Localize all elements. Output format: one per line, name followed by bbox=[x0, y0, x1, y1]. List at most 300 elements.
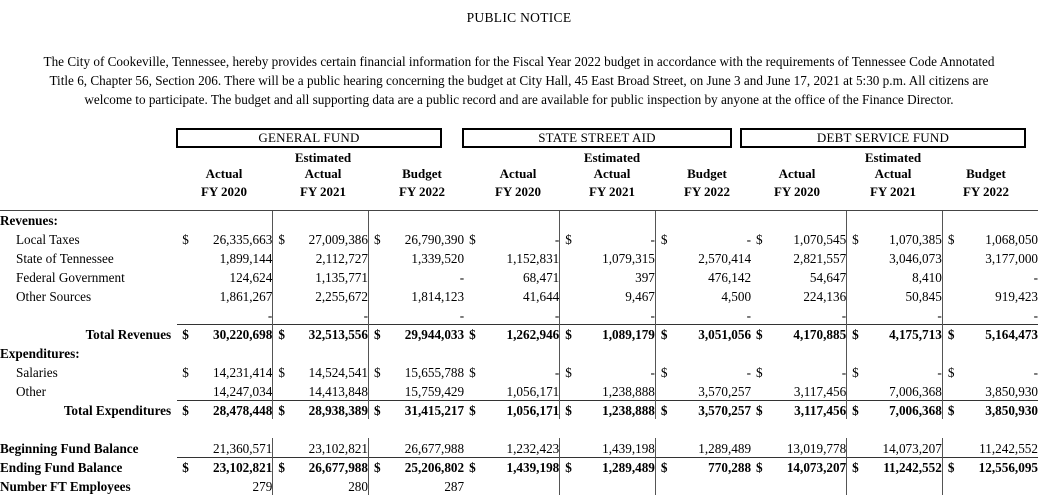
cell-blank-revenue-col2 bbox=[273, 305, 369, 324]
column-header-fy: FY 2021 bbox=[299, 184, 347, 199]
cell-value: 5,164,473 bbox=[985, 327, 1038, 342]
column-header-type: Actual bbox=[593, 166, 631, 181]
cell-value: - bbox=[554, 365, 560, 380]
column-header-ssa-actual-fy2020 bbox=[470, 150, 566, 202]
cell-state-of-tennessee-col6 bbox=[655, 248, 751, 267]
cell-empty-col5 bbox=[560, 343, 656, 362]
table-row-blank-revenue bbox=[0, 305, 1038, 324]
column-header-type: Budget bbox=[402, 166, 442, 181]
cell-value: 1,070,385 bbox=[889, 232, 942, 247]
cell-value: 9,467 bbox=[625, 289, 655, 304]
currency-symbol: $ bbox=[852, 232, 859, 247]
fund-header-bar bbox=[0, 128, 1038, 148]
column-header-dsf-actual-fy2020 bbox=[749, 150, 845, 202]
cell-state-of-tennessee-col9 bbox=[942, 248, 1038, 267]
cell-number-ft-employees-col5 bbox=[560, 476, 656, 495]
cell-value: 279 bbox=[252, 479, 273, 494]
column-header-gf-budget-fy2022 bbox=[374, 150, 470, 202]
cell-value: 1,056,171 bbox=[506, 383, 560, 399]
cell-value: 23,102,821 bbox=[308, 440, 368, 456]
cell-value: - bbox=[841, 365, 847, 380]
table-row-total-revenues bbox=[0, 324, 1038, 343]
cell-value: 14,073,207 bbox=[786, 460, 847, 475]
currency-symbol: $ bbox=[373, 460, 381, 475]
cell-value: - bbox=[650, 307, 655, 323]
cell-value: 3,850,930 bbox=[985, 383, 1038, 399]
column-header-type: Actual bbox=[304, 166, 342, 181]
cell-blank-revenue-col1 bbox=[177, 305, 273, 324]
currency-symbol: $ bbox=[565, 232, 572, 247]
cell-value: 1,814,123 bbox=[411, 289, 465, 304]
currency-symbol: $ bbox=[660, 232, 668, 247]
cell-empty-col1 bbox=[177, 343, 273, 362]
cell-ending-fund-balance-col3 bbox=[368, 457, 464, 476]
cell-value: 3,051,056 bbox=[698, 327, 752, 342]
row-label-federal-government: Federal Government bbox=[16, 270, 125, 285]
cell-value: 26,790,390 bbox=[404, 232, 465, 247]
column-header-estimated-label: Estimated bbox=[583, 150, 641, 165]
cell-other-sources-col5 bbox=[560, 286, 656, 305]
cell-value: - bbox=[650, 232, 655, 247]
cell-value: 12,556,095 bbox=[978, 460, 1038, 475]
currency-symbol: $ bbox=[852, 460, 859, 475]
cell-value: 1,238,888 bbox=[602, 403, 655, 418]
cell-value: 14,073,207 bbox=[882, 440, 942, 456]
cell-value: 397 bbox=[635, 270, 655, 285]
cell-value: 30,220,698 bbox=[212, 327, 273, 342]
cell-empty-col2 bbox=[273, 343, 369, 362]
cell-value: - bbox=[459, 307, 465, 323]
page-title: PUBLIC NOTICE bbox=[466, 10, 572, 25]
currency-symbol: $ bbox=[660, 460, 668, 475]
cell-state-of-tennessee-col1 bbox=[177, 248, 273, 267]
cell-value: - bbox=[554, 307, 560, 323]
cell-total-expenditures-col4 bbox=[464, 400, 560, 419]
cell-value: - bbox=[459, 270, 465, 285]
cell-value: 1,899,144 bbox=[219, 251, 273, 266]
cell-value: 31,415,217 bbox=[404, 403, 465, 418]
table-row-other-sources bbox=[0, 286, 1038, 305]
section-expenditures bbox=[0, 343, 1038, 362]
currency-symbol: $ bbox=[278, 460, 285, 475]
cell-value: - bbox=[650, 365, 655, 380]
cell-beginning-fund-balance-col8 bbox=[847, 438, 943, 457]
notice-body-line-3: welcome to participate. The budget and all supporting data are a public record and are available for public inspection by anyone at the office of the Finance Director. bbox=[84, 92, 954, 107]
fund-header-general-fund: GENERAL FUND bbox=[176, 128, 442, 148]
cell-value: 11,242,552 bbox=[883, 460, 942, 475]
cell-value: 1,289,489 bbox=[602, 460, 655, 475]
column-header-gf-est-actual-fy2021 bbox=[275, 150, 371, 202]
cell-beginning-fund-balance-col3 bbox=[368, 438, 464, 457]
table-row-federal-government bbox=[0, 267, 1038, 286]
currency-symbol: $ bbox=[469, 327, 476, 342]
table-row-state-of-tennessee bbox=[0, 248, 1038, 267]
spacer-cell bbox=[0, 419, 177, 438]
currency-symbol: $ bbox=[947, 232, 955, 247]
cell-salaries-col4 bbox=[464, 362, 560, 381]
cell-value: 1,339,520 bbox=[411, 251, 465, 266]
cell-empty-col8 bbox=[847, 210, 943, 229]
fund-header-state-street-aid: STATE STREET AID bbox=[462, 128, 732, 148]
cell-value: 1,439,198 bbox=[602, 440, 655, 456]
cell-value: 1,056,171 bbox=[506, 403, 560, 418]
row-label-other-sources: Other Sources bbox=[16, 289, 92, 304]
cell-value: 1,079,315 bbox=[602, 251, 655, 266]
cell-value: 3,046,073 bbox=[889, 251, 942, 266]
cell-salaries-col2 bbox=[273, 362, 369, 381]
cell-value: 7,006,368 bbox=[889, 403, 942, 418]
spacer-cell bbox=[273, 419, 369, 438]
column-header-dsf-est-actual-fy2021 bbox=[845, 150, 941, 202]
currency-symbol: $ bbox=[182, 232, 189, 247]
cell-other-col6 bbox=[655, 381, 751, 400]
cell-value: - bbox=[841, 307, 847, 323]
cell-value: 32,513,556 bbox=[308, 327, 368, 342]
cell-empty-col9 bbox=[942, 210, 1038, 229]
cell-value: 23,102,821 bbox=[212, 460, 273, 475]
cell-federal-government-col5 bbox=[560, 267, 656, 286]
cell-local-taxes-col9 bbox=[942, 229, 1038, 248]
cell-other-col8 bbox=[847, 381, 943, 400]
cell-total-revenues-col2 bbox=[273, 324, 369, 343]
cell-federal-government-col3 bbox=[368, 267, 464, 286]
cell-value: 2,821,557 bbox=[793, 251, 847, 266]
cell-other-sources-col7 bbox=[751, 286, 847, 305]
row-label-total-revenues: Total Revenues bbox=[85, 327, 172, 342]
cell-salaries-col7 bbox=[751, 362, 847, 381]
row-label-local-taxes: Local Taxes bbox=[16, 232, 80, 247]
spacer-cell bbox=[751, 419, 847, 438]
cell-value: 8,410 bbox=[912, 270, 942, 285]
cell-blank-revenue-col3 bbox=[368, 305, 464, 324]
column-header-type: Actual bbox=[499, 166, 537, 181]
cell-total-expenditures-col9 bbox=[942, 400, 1038, 419]
row-label-ending-fund-balance: Ending Fund Balance bbox=[0, 460, 123, 475]
cell-other-col7 bbox=[751, 381, 847, 400]
cell-ending-fund-balance-col6 bbox=[655, 457, 751, 476]
row-label-salaries: Salaries bbox=[16, 365, 58, 380]
currency-symbol: $ bbox=[947, 327, 955, 342]
column-header-fy: FY 2022 bbox=[683, 184, 731, 199]
cell-beginning-fund-balance-col4 bbox=[464, 438, 560, 457]
currency-symbol: $ bbox=[947, 460, 955, 475]
currency-symbol: $ bbox=[565, 365, 572, 380]
cell-empty-col6 bbox=[655, 210, 751, 229]
cell-value: 287 bbox=[444, 479, 465, 494]
column-header-type: Actual bbox=[778, 166, 816, 181]
cell-value: 2,112,727 bbox=[315, 251, 368, 266]
currency-symbol: $ bbox=[469, 403, 476, 418]
cell-total-expenditures-col2 bbox=[273, 400, 369, 419]
cell-other-sources-col8 bbox=[847, 286, 943, 305]
cell-value: 15,655,788 bbox=[404, 365, 465, 380]
cell-number-ft-employees-col7 bbox=[751, 476, 847, 495]
cell-value: 29,944,033 bbox=[404, 327, 465, 342]
cell-value: 25,206,802 bbox=[404, 460, 465, 475]
cell-ending-fund-balance-col5 bbox=[560, 457, 656, 476]
currency-symbol: $ bbox=[182, 365, 189, 380]
cell-value: 224,136 bbox=[803, 289, 847, 304]
cell-other-col9 bbox=[942, 381, 1038, 400]
cell-value: 1,439,198 bbox=[506, 460, 560, 475]
currency-symbol: $ bbox=[373, 327, 381, 342]
currency-symbol: $ bbox=[565, 327, 572, 342]
cell-total-revenues-col9 bbox=[942, 324, 1038, 343]
cell-value: 1,232,423 bbox=[506, 440, 560, 456]
cell-blank-revenue-col8 bbox=[847, 305, 943, 324]
cell-total-revenues-col4 bbox=[464, 324, 560, 343]
cell-value: 1,068,050 bbox=[985, 232, 1038, 247]
currency-symbol: $ bbox=[373, 403, 381, 418]
cell-total-expenditures-col8 bbox=[847, 400, 943, 419]
cell-local-taxes-col6 bbox=[655, 229, 751, 248]
row-label-blank: Revenues: bbox=[0, 213, 58, 228]
currency-symbol: $ bbox=[852, 403, 859, 418]
column-header-fy: FY 2020 bbox=[200, 184, 248, 199]
currency-symbol: $ bbox=[756, 327, 763, 342]
notice-body-line-1: The City of Cookeville, Tennessee, hereby provides certain financial information for the Fiscal Year 2022 budget in accordance with the requirements of Tennessee Code Annotated bbox=[43, 54, 995, 69]
column-header-type: Actual bbox=[874, 166, 912, 181]
cell-value: - bbox=[937, 365, 942, 380]
table-row-total-expenditures bbox=[0, 400, 1038, 419]
cell-value: 4,170,885 bbox=[793, 327, 847, 342]
cell-empty-col6 bbox=[655, 343, 751, 362]
cell-ending-fund-balance-col2 bbox=[273, 457, 369, 476]
currency-symbol: $ bbox=[756, 460, 763, 475]
column-header-fy: FY 2020 bbox=[773, 184, 821, 199]
cell-value: 2,570,414 bbox=[698, 251, 752, 266]
currency-symbol: $ bbox=[373, 365, 381, 380]
currency-symbol: $ bbox=[660, 327, 668, 342]
cell-value: - bbox=[746, 365, 752, 380]
cell-value: 21,360,571 bbox=[212, 440, 273, 456]
cell-value: 124,624 bbox=[229, 270, 273, 285]
cell-blank-revenue-col7 bbox=[751, 305, 847, 324]
cell-total-revenues-col6 bbox=[655, 324, 751, 343]
cell-value: 28,938,389 bbox=[308, 403, 368, 418]
cell-other-col5 bbox=[560, 381, 656, 400]
cell-federal-government-col7 bbox=[751, 267, 847, 286]
column-header-row bbox=[0, 150, 1038, 205]
cell-state-of-tennessee-col4 bbox=[464, 248, 560, 267]
cell-other-col3 bbox=[368, 381, 464, 400]
cell-state-of-tennessee-col2 bbox=[273, 248, 369, 267]
notice-body-line-2: Title 6, Chapter 56, Section 206. There will be a public hearing concerning the budget at City Hall, 45 East Broad Street, on June 3 and June 17, 2021 at 5:30 p.m. All citizens are bbox=[49, 73, 989, 88]
cell-value: - bbox=[554, 232, 560, 247]
cell-value: 14,247,034 bbox=[212, 383, 273, 399]
cell-value: - bbox=[267, 307, 273, 323]
row-label-number-ft-employees: Number FT Employees bbox=[0, 479, 131, 494]
fund-header-debt-service-fund: DEBT SERVICE FUND bbox=[740, 128, 1026, 148]
cell-state-of-tennessee-col7 bbox=[751, 248, 847, 267]
column-header-estimated-label: Estimated bbox=[294, 150, 352, 165]
cell-value: 26,335,663 bbox=[212, 232, 273, 247]
cell-empty-col5 bbox=[560, 210, 656, 229]
cell-value: 1,135,771 bbox=[315, 270, 368, 285]
cell-federal-government-col1 bbox=[177, 267, 273, 286]
public-notice-page bbox=[0, 10, 1038, 497]
currency-symbol: $ bbox=[469, 460, 476, 475]
cell-value: 14,413,848 bbox=[308, 383, 368, 399]
spacer-cell bbox=[464, 419, 560, 438]
table-row-other bbox=[0, 381, 1038, 400]
currency-symbol: $ bbox=[660, 365, 668, 380]
cell-total-expenditures-col5 bbox=[560, 400, 656, 419]
cell-beginning-fund-balance-col9 bbox=[942, 438, 1038, 457]
table-row-number-ft-employees bbox=[0, 476, 1038, 495]
cell-local-taxes-col4 bbox=[464, 229, 560, 248]
cell-local-taxes-col5 bbox=[560, 229, 656, 248]
column-header-type: Budget bbox=[687, 166, 727, 181]
column-header-estimated-label: Estimated bbox=[864, 150, 922, 165]
cell-ending-fund-balance-col9 bbox=[942, 457, 1038, 476]
cell-salaries-col1 bbox=[177, 362, 273, 381]
financial-summary-table bbox=[0, 208, 1038, 495]
currency-symbol: $ bbox=[756, 403, 763, 418]
column-header-type: Actual bbox=[205, 166, 243, 181]
cell-state-of-tennessee-col5 bbox=[560, 248, 656, 267]
cell-salaries-col3 bbox=[368, 362, 464, 381]
cell-beginning-fund-balance-col7 bbox=[751, 438, 847, 457]
row-label-other: Other bbox=[16, 384, 47, 399]
cell-blank-revenue-col6 bbox=[655, 305, 751, 324]
cell-value: 50,845 bbox=[905, 289, 942, 304]
currency-symbol: $ bbox=[756, 232, 763, 247]
cell-other-sources-col3 bbox=[368, 286, 464, 305]
cell-local-taxes-col8 bbox=[847, 229, 943, 248]
cell-value: - bbox=[1033, 307, 1038, 323]
cell-blank-revenue-col9 bbox=[942, 305, 1038, 324]
cell-total-revenues-col3 bbox=[368, 324, 464, 343]
currency-symbol: $ bbox=[565, 460, 572, 475]
row-label-state-of-tennessee: State of Tennessee bbox=[16, 251, 114, 266]
cell-number-ft-employees-col6 bbox=[655, 476, 751, 495]
cell-beginning-fund-balance-col6 bbox=[655, 438, 751, 457]
cell-value: 1,238,888 bbox=[602, 383, 655, 399]
cell-other-sources-col1 bbox=[177, 286, 273, 305]
cell-state-of-tennessee-col8 bbox=[847, 248, 943, 267]
cell-other-sources-col2 bbox=[273, 286, 369, 305]
cell-value: - bbox=[746, 232, 752, 247]
currency-symbol: $ bbox=[278, 327, 285, 342]
cell-empty-col2 bbox=[273, 210, 369, 229]
cell-value: 3,177,000 bbox=[985, 251, 1038, 266]
spacer-cell bbox=[942, 419, 1038, 438]
cell-ending-fund-balance-col8 bbox=[847, 457, 943, 476]
cell-value: 476,142 bbox=[708, 270, 752, 285]
currency-symbol: $ bbox=[278, 403, 285, 418]
cell-value: 3,850,930 bbox=[985, 403, 1038, 418]
cell-total-revenues-col1 bbox=[177, 324, 273, 343]
cell-local-taxes-col3 bbox=[368, 229, 464, 248]
currency-symbol: $ bbox=[947, 403, 955, 418]
section-revenues bbox=[0, 210, 1038, 229]
financial-table-body bbox=[0, 208, 1038, 495]
cell-total-expenditures-col6 bbox=[655, 400, 751, 419]
column-header-fy: FY 2021 bbox=[588, 184, 636, 199]
cell-ending-fund-balance-col1 bbox=[177, 457, 273, 476]
currency-symbol: $ bbox=[278, 232, 285, 247]
column-header-gf-actual-fy2020 bbox=[176, 150, 272, 202]
cell-total-expenditures-col7 bbox=[751, 400, 847, 419]
spacer-cell bbox=[655, 419, 751, 438]
column-header-ssa-budget-fy2022 bbox=[659, 150, 755, 202]
cell-local-taxes-col2 bbox=[273, 229, 369, 248]
cell-empty-col1 bbox=[177, 210, 273, 229]
cell-salaries-col5 bbox=[560, 362, 656, 381]
cell-federal-government-col8 bbox=[847, 267, 943, 286]
currency-symbol: $ bbox=[278, 365, 285, 380]
cell-value: 14,524,541 bbox=[308, 365, 368, 380]
cell-total-revenues-col7 bbox=[751, 324, 847, 343]
table-row-beginning-fund-balance bbox=[0, 438, 1038, 457]
spacer-cell bbox=[177, 419, 273, 438]
cell-empty-col8 bbox=[847, 343, 943, 362]
currency-symbol: $ bbox=[469, 232, 476, 247]
cell-value: 28,478,448 bbox=[212, 403, 273, 418]
cell-number-ft-employees-col9 bbox=[942, 476, 1038, 495]
row-label-beginning-fund-balance: Beginning Fund Balance bbox=[0, 441, 139, 456]
cell-federal-government-col4 bbox=[464, 267, 560, 286]
spacer-cell bbox=[368, 419, 464, 438]
currency-symbol: $ bbox=[852, 327, 859, 342]
cell-value: 7,006,368 bbox=[889, 383, 942, 399]
column-header-fy: FY 2021 bbox=[869, 184, 917, 199]
cell-value: 27,009,386 bbox=[308, 232, 368, 247]
cell-value: 3,117,456 bbox=[794, 403, 847, 418]
currency-symbol: $ bbox=[852, 365, 859, 380]
cell-number-ft-employees-col3 bbox=[368, 476, 464, 495]
cell-value: 68,471 bbox=[522, 270, 560, 285]
cell-total-expenditures-col3 bbox=[368, 400, 464, 419]
currency-symbol: $ bbox=[469, 365, 476, 380]
cell-value: 11,242,552 bbox=[979, 440, 1038, 456]
cell-empty-col4 bbox=[464, 343, 560, 362]
cell-value: 1,089,179 bbox=[602, 327, 655, 342]
cell-value: 26,677,988 bbox=[404, 440, 465, 456]
cell-value: 1,152,831 bbox=[506, 251, 560, 266]
cell-beginning-fund-balance-col5 bbox=[560, 438, 656, 457]
cell-value: 3,570,257 bbox=[698, 403, 752, 418]
cell-blank-revenue-col5 bbox=[560, 305, 656, 324]
column-header-fy: FY 2022 bbox=[398, 184, 446, 199]
cell-value: 3,570,257 bbox=[698, 383, 752, 399]
cell-number-ft-employees-col4 bbox=[464, 476, 560, 495]
cell-other-sources-col9 bbox=[942, 286, 1038, 305]
cell-beginning-fund-balance-col2 bbox=[273, 438, 369, 457]
cell-empty-col9 bbox=[942, 343, 1038, 362]
cell-value: 4,500 bbox=[721, 289, 752, 304]
row-label-blank-revenue bbox=[0, 305, 177, 324]
cell-total-revenues-col5 bbox=[560, 324, 656, 343]
cell-state-of-tennessee-col3 bbox=[368, 248, 464, 267]
cell-value: - bbox=[937, 307, 942, 323]
currency-symbol: $ bbox=[947, 365, 955, 380]
cell-value: 1,289,489 bbox=[698, 440, 752, 456]
cell-value: 1,070,545 bbox=[793, 232, 847, 247]
cell-value: 14,231,414 bbox=[212, 365, 273, 380]
cell-value: 54,647 bbox=[809, 270, 847, 285]
row-label-blank: Expenditures: bbox=[0, 346, 80, 361]
cell-empty-col7 bbox=[751, 210, 847, 229]
cell-value: 26,677,988 bbox=[308, 460, 368, 475]
cell-federal-government-col2 bbox=[273, 267, 369, 286]
cell-value: 1,861,267 bbox=[219, 289, 273, 304]
currency-symbol: $ bbox=[756, 365, 763, 380]
column-header-fy: FY 2022 bbox=[962, 184, 1010, 199]
cell-ending-fund-balance-col4 bbox=[464, 457, 560, 476]
table-row-salaries bbox=[0, 362, 1038, 381]
